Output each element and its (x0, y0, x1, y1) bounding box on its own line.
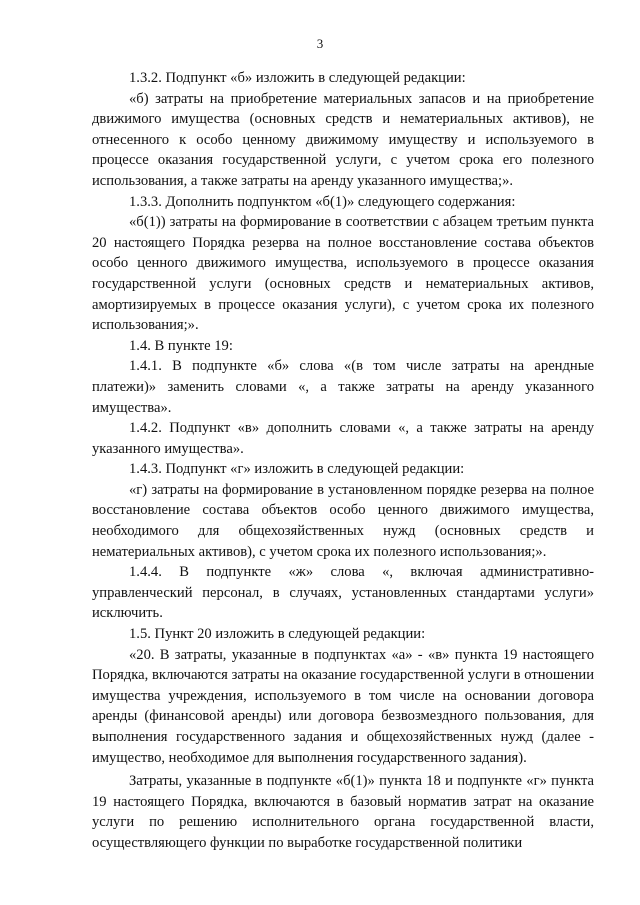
paragraph-1-4-heading: 1.4. В пункте 19: (129, 337, 233, 354)
paragraph-1-3-3-text: «б(1)) затраты на формирование в соответствии с абзацем третьим пункта 20 настоящего Порядка резерва на полное восстановление состава объектов особо ценного движимого имущества, используемого в процессе оказания государственной услуги (основных средств и нематериальных активов, амортизируемых в процессе оказания услуги), с учетом срока их полезного использования;». (92, 214, 594, 334)
paragraph-1-3-2-heading: 1.3.2. Подпункт «б» изложить в следующей редакции: (129, 70, 466, 86)
paragraph-costs-text: Затраты, указанные в подпункте «б(1)» пункта 18 и подпункте «г» пункта 19 настоящего Порядка, включаются в базовый норматив затрат на оказание услуги по решению исполнительного органа государственной власти, осуществляющего функции по выработке государственной политики (92, 773, 594, 851)
paragraph-1-3-3-heading: 1.3.3. Дополнить подпунктом «б(1)» следующего содержания: (129, 193, 516, 210)
page-number: 3 (316, 36, 324, 51)
paragraph-1-5-text: «20. В затраты, указанные в подпунктах «а» - «в» пункта 19 настоящего Порядка, включаются затраты на оказание государственной услуги в отношении имущества учреждения, используемого в том числе на основании договора аренды (финансовой аренды) или договора безвозмездного пользования, для выполнения государственного задания и общехозяйственных нужд (далее - имущество, необходимое для выполнения государственного задания). (92, 646, 594, 766)
paragraph-1-4-1: 1.4.1. В подпункте «б» слова «(в том числе затраты на арендные платежи)» заменить словами «, а также затраты на аренду указанного имущества». (92, 358, 594, 416)
paragraph-1-5-heading: 1.5. Пункт 20 изложить в следующей редакции: (129, 626, 426, 643)
paragraph-1-4-3-heading: 1.4.3. Подпункт «г» изложить в следующей редакции: (129, 461, 465, 478)
paragraph-1-4-2: 1.4.2. Подпункт «в» дополнить словами «, а также затраты на аренду указанного имущества». (92, 420, 594, 457)
paragraph-1-3-2-text: «б) затраты на приобретение материальных запасов и на приобретение движимого имущества (основных средств и нематериальных активов), не отнесенного к особо ценному движимому имуществу и используемого в процессе оказания государственной услуги, с учетом срока его полезного использования, а также затраты на аренду указанного имущества;». (92, 90, 594, 189)
paragraph-1-4-3-text: «г) затраты на формирование в установленном порядке резерва на полное восстановление состава объектов особо ценного движимого имущества, необходимого для общехозяйственных нужд (основных средств и нематериальных активов), с учетом срока их полезного использования;». (92, 481, 594, 560)
paragraph-1-4-4: 1.4.4. В подпункте «ж» слова «, включая административно-управленческий персонал, в случаях, установленных стандартами услуги» исключить. (92, 564, 594, 622)
document-body (92, 68, 594, 854)
